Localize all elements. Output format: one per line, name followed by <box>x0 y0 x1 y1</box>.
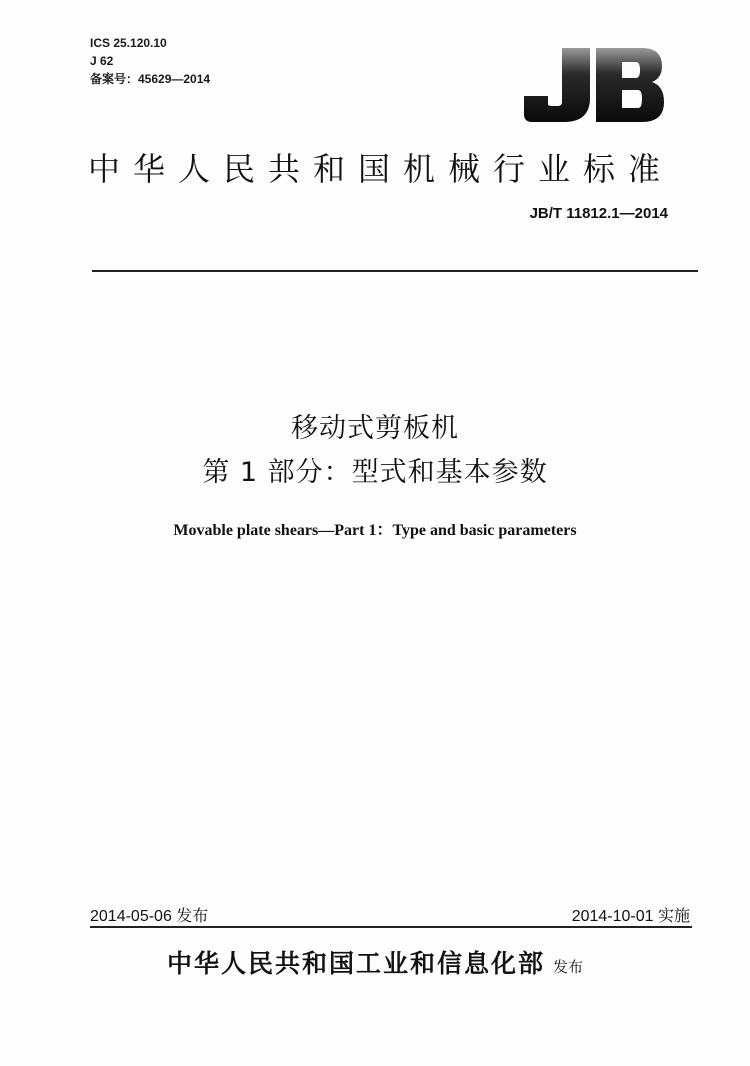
classification-block <box>90 34 210 88</box>
classification-code: J 62 <box>90 54 114 68</box>
header-divider <box>92 270 698 272</box>
issue-date: 2014-05-06 发布 <box>90 908 209 925</box>
ics-code: ICS 25.120.10 <box>90 36 167 50</box>
title-chinese-line2: 第 1 部分：型式和基本参数 <box>202 457 548 488</box>
effective-date: 2014-10-01 实施 <box>571 908 690 925</box>
ministry-standard-title: 中华人民共和国机械行业标准 <box>88 150 674 188</box>
publisher-line <box>0 944 750 980</box>
title-chinese-line1: 移动式剪板机 <box>291 413 459 444</box>
filing-number: 备案号：45629—2014 <box>90 72 211 86</box>
jb-logo <box>524 46 664 124</box>
publisher-name: 中华人民共和国工业和信息化部 <box>166 949 545 978</box>
publisher-suffix: 发布 <box>553 958 584 976</box>
title-english: Movable plate shears—Part 1：Type and basic parameters <box>173 522 577 539</box>
footer-divider <box>90 926 692 928</box>
standard-number: JB/T 11812.1—2014 <box>529 205 668 222</box>
